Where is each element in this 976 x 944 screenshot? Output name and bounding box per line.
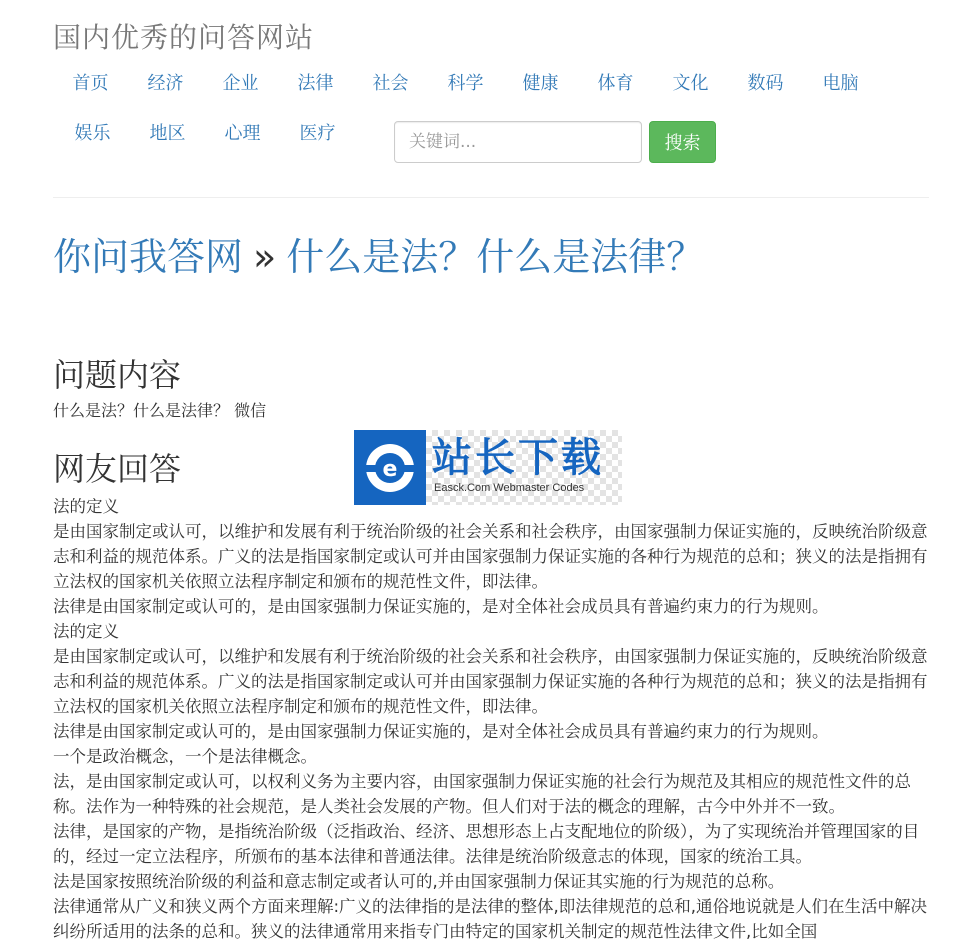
- nav-item-sports[interactable]: 体育: [597, 73, 634, 94]
- nav-item-psychology[interactable]: 心理: [224, 123, 261, 144]
- search-input[interactable]: [394, 121, 642, 163]
- breadcrumb: [53, 232, 704, 282]
- answer-line: 法，是由国家制定或认可，以权利义务为主要内容，由国家强制力保证实施的社会行为规范及其相应的规范性文件的总称。法作为一种特殊的社会规范，是人类社会发展的产物。但人们对于法的概念的理解，古今中外并不一致。: [53, 772, 911, 816]
- watermark-logo-letter: e: [382, 457, 398, 482]
- search-button[interactable]: 搜索: [649, 121, 716, 163]
- answer-line: 法律是由国家制定或认可的，是由国家强制力保证实施的，是对全体社会成员具有普遍约束力的行为规则。: [53, 722, 829, 741]
- answer-line: 一个是政治概念，一个是法律概念。: [53, 747, 317, 766]
- site-title[interactable]: 国内优秀的问答网站: [53, 21, 315, 54]
- nav-item-computer[interactable]: 电脑: [822, 73, 859, 94]
- watermark-subtitle: Easck.Com Webmaster Codes: [434, 482, 585, 494]
- answer-line: 法是国家按照统治阶级的利益和意志制定或者认可的,并由国家强制力保证其实施的行为规范的总称。: [53, 872, 785, 891]
- question-heading: 问题内容: [53, 356, 182, 394]
- answer-line: 法律，是国家的产物，是指统治阶级（泛指政治、经济、思想形态上占支配地位的阶级），为了实现统治并管理国家的目的，经过一定立法程序，所颁布的基本法律和普通法律。法律是统治阶级意志的体现，国家的统治工具。: [53, 822, 920, 866]
- answer-line: 是由国家制定或认可，以维护和发展有利于统治阶级的社会关系和社会秩序，由国家强制力保证实施的，反映统治阶级意志和利益的规范体系。广义的法是指国家制定或认可并由国家强制力保证实施的各种行为规范的总和；狭义的法是指拥有立法权的国家机关依照立法程序制定和颁布的规范性文件，即法律。: [53, 522, 928, 591]
- nav-item-entertainment[interactable]: 娱乐: [74, 123, 111, 144]
- breadcrumb-home-link[interactable]: 你问我答网: [53, 235, 244, 279]
- answer-line: 法律通常从广义和狭义两个方面来理解:广义的法律指的是法律的整体,即法律规范的总和,通俗地说就是人们在生活中解决纠纷所适用的法条的总和。狭义的法律通常用来指专门由特定的国家机关制定的规范性法律文件,比如全国: [53, 897, 928, 941]
- answer-line: 法的定义: [53, 622, 119, 641]
- nav-item-home[interactable]: 首页: [72, 73, 109, 94]
- question-text: 什么是法？什么是法律？ 微信: [53, 401, 267, 420]
- nav-item-region[interactable]: 地区: [149, 123, 186, 144]
- answer-line: 法的定义: [53, 497, 119, 516]
- breadcrumb-current: 什么是法？什么是法律？: [286, 235, 705, 279]
- nav-item-culture[interactable]: 文化: [672, 73, 709, 94]
- watermark-logo-icon: [354, 430, 426, 505]
- nav-item-medical[interactable]: 医疗: [299, 123, 336, 144]
- answer-body: [53, 494, 933, 944]
- nav-item-law[interactable]: 法律: [297, 73, 334, 94]
- nav-item-society[interactable]: 社会: [372, 73, 409, 94]
- answer-line: 是由国家制定或认可，以维护和发展有利于统治阶级的社会关系和社会秩序，由国家强制力保证实施的，反映统治阶级意志和利益的规范体系。广义的法是指国家制定或认可并由国家强制力保证实施的各种行为规范的总和；狭义的法是指拥有立法权的国家机关依照立法程序制定和颁布的规范性文件，即法律。: [53, 647, 928, 716]
- watermark-title: 站长下载: [432, 435, 604, 481]
- nav-item-digital[interactable]: 数码: [747, 73, 784, 94]
- nav-item-business[interactable]: 企业: [222, 73, 259, 94]
- watermark-image: [354, 430, 622, 505]
- nav-item-economy[interactable]: 经济: [147, 73, 184, 94]
- answers-heading: 网友回答: [53, 450, 182, 488]
- answer-line: 法律是由国家制定或认可的，是由国家强制力保证实施的，是对全体社会成员具有普遍约束力的行为规则。: [53, 597, 829, 616]
- breadcrumb-separator: »: [253, 235, 277, 279]
- nav-item-health[interactable]: 健康: [522, 73, 559, 94]
- nav-item-science[interactable]: 科学: [447, 73, 484, 94]
- divider: [53, 197, 929, 198]
